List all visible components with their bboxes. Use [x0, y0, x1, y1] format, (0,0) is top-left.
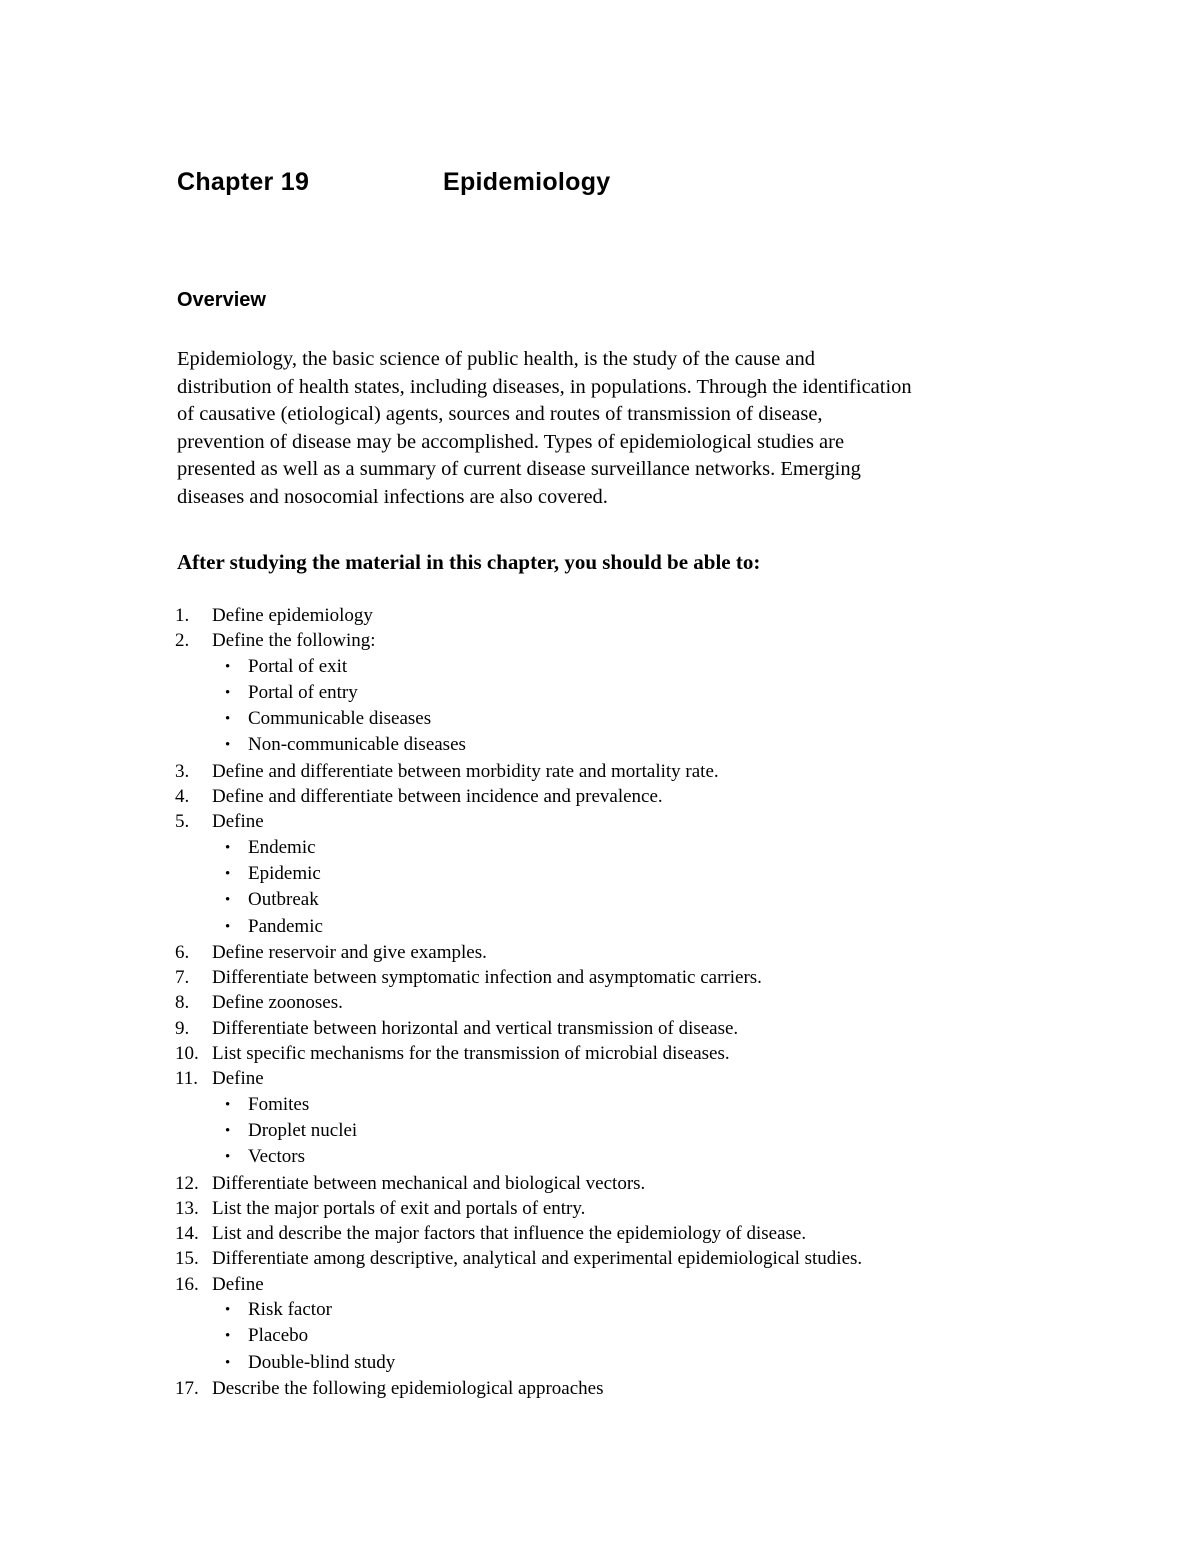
objective-text: List specific mechanisms for the transmission of microbial diseases.: [212, 1043, 730, 1065]
bullet-icon: •: [225, 1302, 231, 1319]
objective-text: Define: [212, 1068, 264, 1090]
objective-number: 3.: [175, 760, 190, 782]
overview-line: of causative (etiological) agents, sources and routes of transmission of disease,: [177, 403, 823, 425]
chapter-heading: [177, 168, 611, 197]
chapter-label: Chapter 19: [177, 168, 310, 196]
objective-item: [0, 1066, 1200, 1091]
bullet-icon: •: [225, 684, 231, 701]
objective-text: Define and differentiate between incidence and prevalence.: [212, 786, 663, 808]
objective-subitem: [0, 1323, 1200, 1349]
bullet-icon: •: [225, 839, 231, 856]
objective-subitem: [0, 706, 1200, 732]
objectives-list: [0, 603, 1200, 1401]
objective-subitem: [0, 680, 1200, 706]
objective-number: 4.: [175, 786, 190, 808]
chapter-title: Epidemiology: [443, 168, 611, 196]
objective-item: [0, 784, 1200, 809]
bullet-icon: •: [225, 1328, 231, 1345]
overview-line: Epidemiology, the basic science of public health, is the study of the cause and: [177, 348, 815, 370]
objective-text: Differentiate between symptomatic infection and asymptomatic carriers.: [212, 967, 762, 989]
objective-subitem-text: Placebo: [248, 1325, 309, 1347]
objective-number: 6.: [175, 941, 190, 963]
objective-subitem: [0, 1297, 1200, 1323]
objective-text: Define epidemiology: [212, 605, 373, 626]
objective-item: [0, 990, 1200, 1015]
bullet-icon: •: [225, 892, 231, 909]
objective-number: 11.: [175, 1068, 199, 1090]
objectives-heading: After studying the material in this chapter, you should be able to:: [177, 550, 761, 574]
bullet-icon: •: [225, 1096, 231, 1113]
objective-subitem: [0, 1350, 1200, 1376]
objective-subitem: [0, 914, 1200, 940]
objective-text: Describe the following epidemiological approaches: [212, 1377, 604, 1399]
objective-text: Define: [212, 811, 264, 833]
objective-item: [0, 628, 1200, 653]
objective-number: 14.: [175, 1223, 199, 1245]
objective-text: Define: [212, 1273, 264, 1295]
objective-text: Differentiate between horizontal and vertical transmission of disease.: [212, 1017, 739, 1039]
objective-number: 12.: [175, 1172, 199, 1194]
overview-line: prevention of disease may be accomplished. Types of epidemiological studies are: [177, 430, 845, 453]
bullet-icon: •: [225, 1354, 231, 1371]
objective-item: [0, 1041, 1200, 1066]
objective-item: [0, 1196, 1200, 1221]
bullet-icon: •: [225, 737, 231, 754]
objective-subitem-text: Pandemic: [248, 915, 323, 937]
objective-subitem-text: Droplet nuclei: [248, 1119, 358, 1141]
objective-item: [0, 1221, 1200, 1246]
objective-number: 13.: [175, 1197, 199, 1219]
objective-subitem-text: Communicable diseases: [248, 708, 432, 730]
objective-number: 8.: [175, 992, 190, 1014]
bullet-icon: •: [225, 865, 231, 882]
objective-subitem: [0, 654, 1200, 680]
objective-item: [0, 1376, 1200, 1401]
objective-number: 17.: [175, 1377, 199, 1399]
objective-item: [0, 809, 1200, 834]
bullet-icon: •: [225, 1149, 231, 1166]
objective-subitem-text: Endemic: [248, 836, 316, 858]
objective-number: 2.: [175, 630, 190, 652]
overview-paragraph: [177, 346, 1037, 511]
objective-subitem-text: Outbreak: [248, 889, 319, 911]
objective-item: [0, 1272, 1200, 1297]
objective-item: [0, 603, 1200, 628]
objective-text: Define zoonoses.: [212, 992, 343, 1014]
objective-subitem: [0, 861, 1200, 887]
objective-subitem: [0, 835, 1200, 861]
objective-item: [0, 940, 1200, 965]
bullet-icon: •: [225, 918, 231, 935]
objective-text: Define and differentiate between morbidity rate and mortality rate.: [212, 760, 719, 782]
bullet-icon: •: [225, 658, 231, 675]
objective-subitem: [0, 1092, 1200, 1118]
objective-text: Define the following:: [212, 630, 376, 652]
objective-number: 10.: [175, 1043, 199, 1065]
objective-subitem-text: Risk factor: [248, 1299, 332, 1321]
overview-line: presented as well as a summary of current disease surveillance networks. Emerging: [177, 458, 861, 480]
objective-subitem-text: Portal of entry: [248, 681, 358, 703]
bullet-icon: •: [225, 1122, 231, 1139]
objective-subitem-text: Non-communicable diseases: [248, 734, 466, 756]
objective-text: Differentiate among descriptive, analytical and experimental epidemiological studies.: [212, 1248, 863, 1270]
overview-line: diseases and nosocomial infections are also covered.: [177, 485, 608, 508]
objective-text: Define reservoir and give examples.: [212, 941, 487, 963]
objective-item: [0, 965, 1200, 990]
objective-number: 16.: [175, 1273, 199, 1295]
objective-subitem-text: Epidemic: [248, 862, 321, 884]
objective-subitem: [0, 732, 1200, 758]
objective-subitem: [0, 887, 1200, 913]
objective-subitem-text: Double-blind study: [248, 1351, 396, 1373]
objective-text: Differentiate between mechanical and biological vectors.: [212, 1172, 646, 1194]
objective-number: 5.: [175, 811, 190, 833]
overview-line: distribution of health states, including diseases, in populations. Through the identification: [177, 375, 912, 398]
overview-heading: Overview: [177, 289, 266, 311]
objective-subitem: [0, 1144, 1200, 1170]
objective-number: 15.: [175, 1248, 199, 1270]
objective-number: 1.: [175, 605, 190, 626]
objective-item: [0, 1246, 1200, 1271]
bullet-icon: •: [225, 711, 231, 728]
objective-subitem-text: Fomites: [248, 1093, 310, 1115]
objective-item: [0, 759, 1200, 784]
objective-subitem-text: Vectors: [248, 1146, 305, 1168]
objective-number: 7.: [175, 967, 190, 989]
objective-item: [0, 1016, 1200, 1041]
objective-text: List the major portals of exit and portals of entry.: [212, 1197, 586, 1219]
objective-item: [0, 1171, 1200, 1196]
objective-subitem-text: Portal of exit: [248, 655, 348, 677]
objective-number: 9.: [175, 1017, 190, 1039]
objective-text: List and describe the major factors that influence the epidemiology of disease.: [212, 1223, 807, 1245]
objective-subitem: [0, 1118, 1200, 1144]
